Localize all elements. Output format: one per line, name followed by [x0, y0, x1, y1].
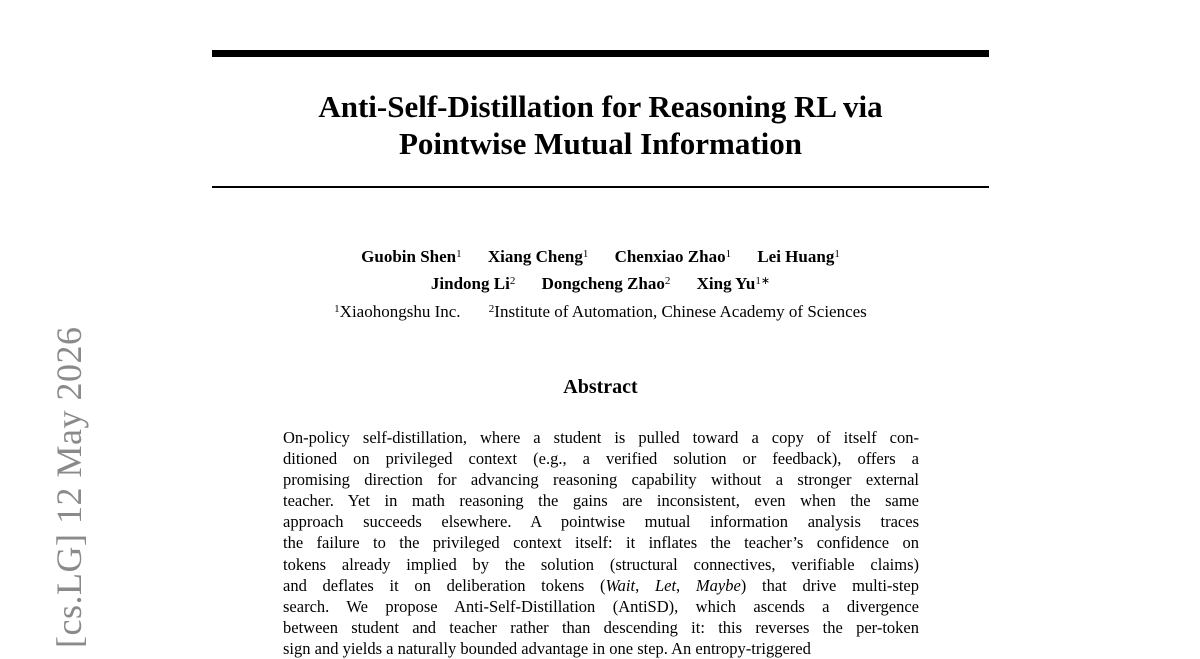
abstract-line: On-policy self-distillation, where a student is pulled toward a copy of itself con-	[283, 428, 919, 447]
author	[757, 247, 840, 266]
affiliation	[334, 302, 460, 321]
title-line-2: Pointwise Mutual Information	[399, 126, 802, 161]
abstract-line: search. We propose Anti-Self-Distillation (AntiSD), which ascends a divergence	[283, 596, 919, 616]
affiliations	[212, 298, 989, 323]
affiliation-name: Institute of Automation, Chinese Academy of Sciences	[494, 302, 867, 321]
author	[488, 247, 588, 266]
author	[542, 274, 671, 293]
affiliation-marker: 2	[488, 303, 495, 315]
affiliation-name: Xiaohongshu Inc.	[339, 302, 461, 321]
abstract-line: teacher. Yet in math reasoning the gains are inconsistent, even when the same	[283, 491, 919, 511]
author-name: Jindong Li	[430, 274, 510, 293]
author-row-1	[212, 242, 989, 269]
author-affil-marker: 1	[456, 248, 462, 260]
author	[431, 274, 515, 293]
author-affil-marker: 2	[664, 275, 671, 287]
abstract-heading: Abstract	[563, 376, 638, 398]
author-name: Chenxiao Zhao	[614, 247, 726, 266]
abstract-line: tokens already implied by the solution (structural connectives, verifiable claims)	[283, 554, 919, 574]
author-affil-marker: 1∗	[755, 275, 771, 287]
author-name: Xiang Cheng	[487, 247, 583, 266]
author	[697, 274, 770, 293]
author-name: Xing Yu	[696, 274, 756, 293]
author-row-2	[212, 269, 989, 296]
author-list	[212, 242, 989, 296]
abstract-line: sign and yields a naturally bounded advantage in one step. An entropy-triggered	[283, 638, 811, 658]
abstract-body	[283, 427, 919, 659]
author-affil-marker: 1	[725, 248, 732, 260]
title-top-rule	[212, 50, 989, 57]
author	[615, 247, 732, 266]
author-name: Lei Huang	[757, 247, 835, 266]
title-bottom-rule	[212, 186, 989, 188]
author	[361, 247, 461, 266]
abstract-line: ditioned on privileged context (e.g., a verified solution or feedback), offers a	[283, 449, 919, 469]
abstract-line: approach succeeds elsewhere. A pointwise mutual information analysis traces	[283, 512, 919, 532]
arxiv-stamp: [cs.LG] 12 May 2026	[49, 326, 89, 648]
emphasized-token: Maybe	[695, 575, 741, 595]
affiliation-marker: 1	[334, 303, 340, 315]
author-affil-marker: 1	[582, 248, 589, 260]
abstract-line: promising direction for advancing reasoning capability without a stronger external	[283, 470, 919, 490]
affiliation	[489, 302, 867, 321]
emphasized-token: Let	[654, 575, 677, 595]
paper-title	[212, 88, 989, 162]
abstract-line: and deflates it on deliberation tokens (Wait, Let, Maybe) that drive multi-step	[283, 575, 919, 595]
author-name: Guobin Shen	[361, 247, 457, 266]
author-affil-marker: 1	[834, 248, 840, 260]
title-line-1: Anti-Self-Distillation for Reasoning RL via	[318, 89, 883, 124]
abstract-line: the failure to the privileged context itself: it inflates the teacher’s confidence on	[283, 533, 919, 553]
author-name: Dongcheng Zhao	[541, 274, 665, 293]
emphasized-token: Wait	[605, 575, 636, 595]
abstract-line: between student and teacher rather than descending it: this reverses the per-token	[283, 617, 919, 637]
author-affil-marker: 2	[509, 275, 516, 287]
